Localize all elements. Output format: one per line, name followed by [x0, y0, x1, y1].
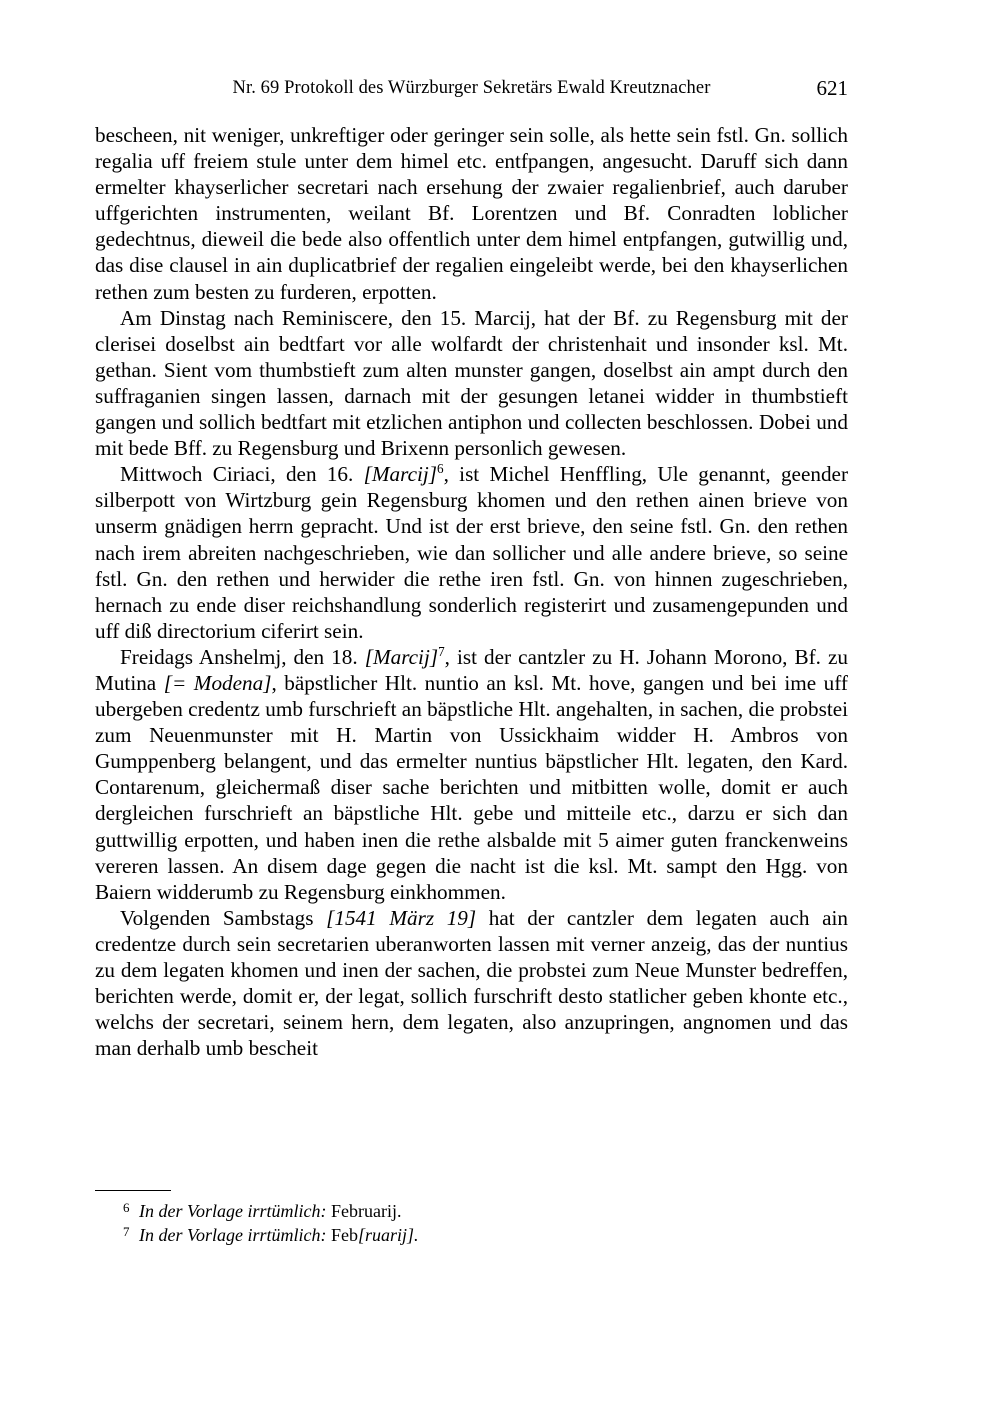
body-paragraph — [95, 905, 848, 1062]
body-text-run: , ist der cantzler zu H. Johann Morono, Bf. zu Mutina — [95, 644, 849, 695]
footnote-number[interactable]: 6 — [123, 1199, 130, 1215]
body-text-run: , bäpstlicher Hlt. nuntio an ksl. Mt. hove, gangen und bei ime uff ubergeben credentz umb furschrieft an bäpstliche Hlt. angehalten, in sachen, die probstei zum Neuenmunster mit H. Martin von Ussickhaim widder H. Ambros von Gumppenberg belangent, und das ermelter nuntius bäpstlicher Hlt. legaten, den Kard. Contarenum, gleichermaß diser sache berichten und mitbitten wolle, domit er auch dergleichen furschrieft an bäpstliche Hlt. gebe und mitteile etc., darzu er sich dan guttwillig erpotten, und haben inen die rethe alsbalde mit 5 aimer guten franckenweins vereren lassen. An disem dage gegen die nacht ist die ksl. Mt. sampt den Hgg. von Baiern widderumb zu Regensburg einkhommen. — [95, 670, 848, 904]
body-paragraph — [95, 644, 848, 905]
editorial-italic-text: [Marcij] — [363, 462, 438, 487]
body-text-run: Am Dinstag nach Reminiscere, den 15. Marcij, hat der Bf. zu Regensburg mit der clerisei doselbst ain bedtfart vor alle wolfardt der christenhait und insonder ksl. Mt. gethan. Sient vom thumbstieft zum alten munster gangen, doselbst ain ampt durch den suffraganien singen lassen, darnach mit der gesungen letanei widder in thumbstieft gangen und sollich bedtfart mit etzlichen antiphon und collecten beschlossen. Dobei und mit bede Bff. zu Regensburg und Brixenn personlich gewesen. — [95, 305, 848, 461]
editorial-italic-text: In der Vorlage irrtümlich: — [139, 1201, 327, 1221]
body-text-run: Mittwoch Ciriaci, den 16. — [120, 462, 364, 487]
editorial-italic-text: [= Modena] — [163, 670, 272, 695]
editorial-italic-text: [Marcij] — [364, 644, 439, 669]
body-text-run: Volgenden Sambstags — [120, 905, 327, 930]
footnote-separator-rule — [95, 1190, 171, 1191]
body-text-run: bescheen, nit weniger, unkreftiger oder geringer sein solle, als hette sein fstl. Gn. sollich regalia uff freiem stule unter dem himel etc. entfpangen, angesucht. Daruff sich dann ermelter khayserlicher secretari nach ersehung der zwaier regalienbrief, auch daruber uffgerichten instrumenten, weilant Bf. Lorentzen und Bf. Conradten loblicher gedechtnus, dieweil die bede also offentlich unter dem himel entpfangen, gutwillig und, das dise clausel in ain duplicatbrief der regalien eingeleibt werde, bei den khayserlichen rethen zum besten zu furderen, erpotten. — [95, 123, 848, 304]
footnote-list — [95, 1200, 848, 1248]
page-number: 621 — [816, 76, 848, 100]
body-paragraph — [95, 305, 848, 462]
footnote-reference-marker[interactable]: 7 — [438, 643, 445, 659]
footnote-reference-marker[interactable]: 6 — [437, 461, 444, 477]
footnote-item — [95, 1224, 848, 1248]
body-paragraph — [95, 122, 848, 305]
footnote-text — [139, 1200, 848, 1223]
body-text-run: Feb — [326, 1225, 358, 1245]
body-text-run: Freidags Anshelmj, den 18. — [120, 644, 365, 669]
editorial-italic-text: In der Vorlage irrtümlich: — [139, 1225, 327, 1245]
body-text-block — [95, 122, 848, 1061]
body-paragraph — [95, 461, 848, 644]
footnote-item — [95, 1200, 848, 1224]
editorial-italic-text: [1541 März 19] — [326, 905, 477, 930]
body-text-run: Februarij. — [326, 1201, 402, 1221]
running-head — [95, 78, 848, 106]
body-text-run: , ist Michel Henffling, Ule genannt, geender silberpott von Wirtzburg gein Regensburg khomen und den rethen ainen brieve von unserm gnädigen herrn gepracht. Und ist der erst brieve, den seine fstl. Gn. den rethen nach irem abreiten nachgeschrieben, wie dan sollicher und alle andere brieve, so seine fstl. Gn. den rethen und herwider die rethe iren fstl. Gn. von hinnen zugeschrieben, hernach zu ende diser reichshandlung sonderlich registerirt und zusamengepunden und uff diß directorium ciferirt sein. — [95, 462, 849, 643]
editorial-italic-text: [ruarij]. — [357, 1225, 419, 1245]
body-text-run: hat der cantzler dem legaten auch ain credentze durch sein secretarien uberanworten lassen mit verner anzeig, das der nuntius zu dem legaten khomen und inen der sachen, die probstei zum Neue Munster bedreffen, berichten werde, domit er, der legat, sollich furschrift desto statlicher geben khonte etc., welchs der secretari, seinem hern, dem legaten, also anzupringen, angnomen und das man derhalb umb bescheit — [95, 905, 848, 1061]
footnote-text — [139, 1224, 848, 1247]
footnote-apparatus — [95, 1190, 848, 1248]
running-head-title: Nr. 69 Protokoll des Würzburger Sekretärs Ewald Kreutznacher — [232, 78, 711, 98]
footnote-number[interactable]: 7 — [123, 1223, 130, 1239]
